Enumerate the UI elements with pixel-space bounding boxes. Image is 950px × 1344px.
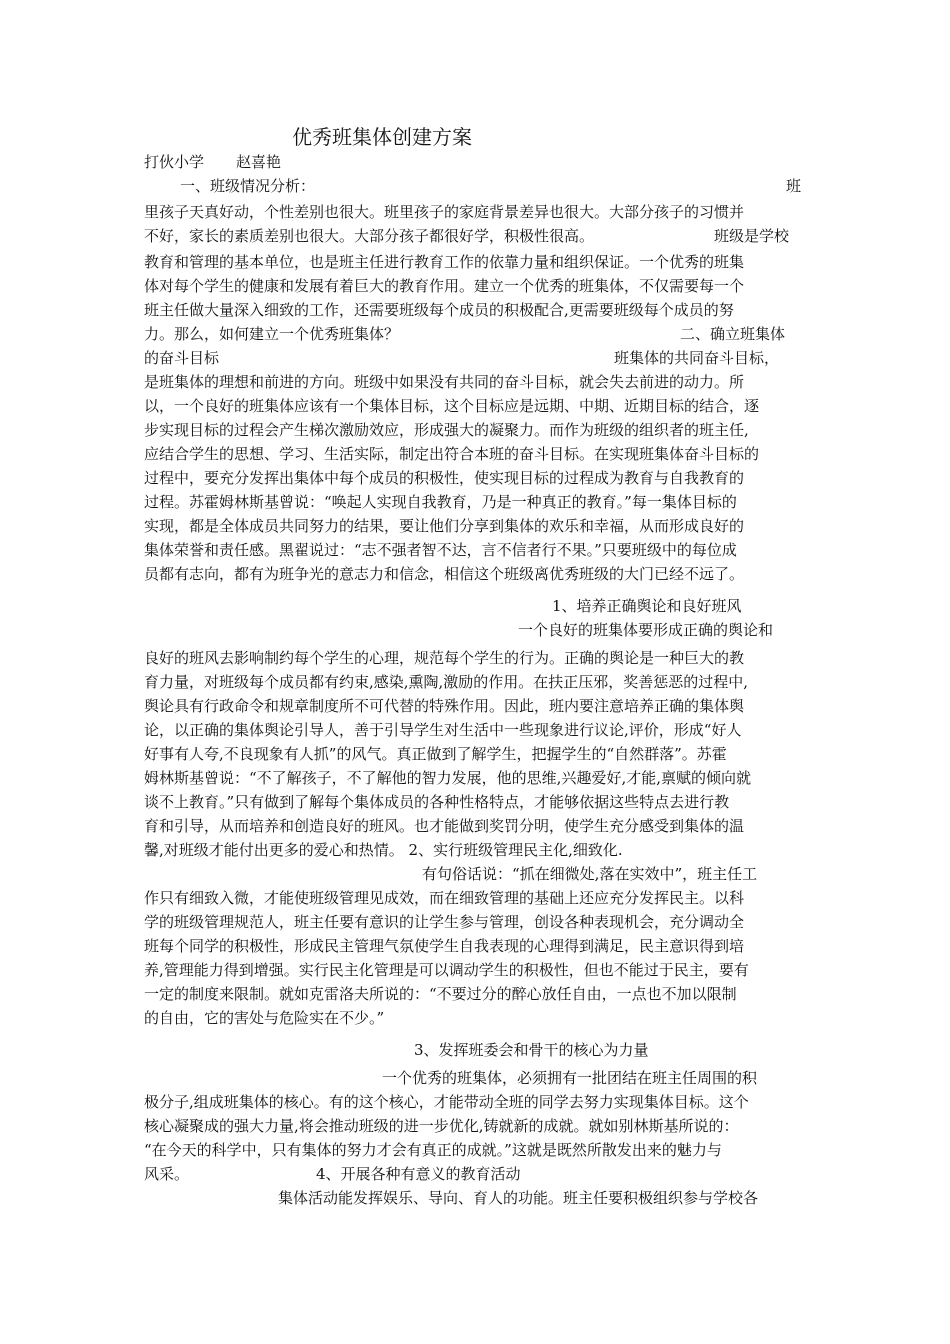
- text-line: 体对每个学生的健康和发展有着巨大的教育作用。建立一个优秀的班集体，不仅需要每一个: [144, 277, 745, 295]
- text-line: 不好，家长的素质差别也很大。大部分孩子都很好学，积极性很高。: [144, 227, 595, 245]
- text-line: 舆论具有行政命令和规章制度所不可代替的特殊作用。因此，班内要注意培养正确的集体舆: [144, 697, 745, 715]
- text-line: 集体活动能发挥娱乐、导向、育人的功能。班主任要积极组织参与学校各: [278, 1189, 759, 1207]
- text-line: 风采。: [144, 1165, 190, 1183]
- school-name: 打伙小学: [144, 153, 205, 171]
- text-line: 1、培养正确舆论和良好班风: [552, 597, 742, 615]
- text-line: 3、发挥班委会和骨干的核心为力量: [414, 1041, 649, 1059]
- author-name: 赵喜艳: [236, 153, 282, 171]
- text-line: 集体荣誉和责任感。黑翟说过：“志不强者智不达，言不信者行不果。”只要班级中的每位成: [144, 541, 737, 559]
- text-line: 养,管理能力得到增强。实行民主化管理是可以调动学生的积极性，但也不能过于民主，要有: [144, 961, 749, 979]
- text-line: 二、确立班集体: [680, 325, 786, 343]
- text-line: 谈不上教育。”只有做到了解每个集体成员的各种性格特点，才能够依据这些特点去进行教: [144, 793, 730, 811]
- text-line: 一个良好的班集体要形成正确的舆论和: [518, 621, 774, 639]
- text-line: 实现，都是全体成员共同努力的结果，要让他们分享到集体的欢乐和幸福，从而形成良好的: [144, 517, 745, 535]
- text-line: 的自由，它的害处与危险实在不少。”: [144, 1009, 385, 1027]
- text-line: 学的班级管理规范人，班主任要有意识的让学生参与管理，创设各种表现机会，充分调动全: [144, 913, 745, 931]
- text-line: 良好的班风去影响制约每个学生的心理，规范每个学生的行为。正确的舆论是一种巨大的教: [144, 649, 745, 667]
- text-line: 育力量，对班级每个成员都有约束,感染,熏陶,激励的作用。在扶正压邪，奖善惩恶的过程中,: [144, 673, 749, 691]
- text-line: 步实现目标的过程会产生梯次激励效应，形成强大的凝聚力。而作为班级的组织者的班主任,: [144, 421, 749, 439]
- document-title: 优秀班集体创建方案: [292, 125, 472, 149]
- text-line: 论，以正确的集体舆论引导人，善于引导学生对生活中一些现象进行议论,评价，形成“好人: [144, 721, 742, 739]
- text-line: 班级是学校: [714, 227, 790, 245]
- text-line: 有句俗话说：“抓在细微处,落在实效中”，班主任工: [422, 865, 758, 883]
- text-line: 好事有人夸,不良现象有人抓”的风气。真正做到了解学生，把握学生的“自然群落”。苏霍: [144, 745, 727, 763]
- text-line: 班: [786, 177, 802, 195]
- text-line: 应结合学生的思想、学习、生活实际，制定出符合本班的奋斗目标。在实现班集体奋斗目标的: [144, 445, 760, 463]
- text-line: 馨,对班级才能付出更多的爱心和热情。 2、实行班级管理民主化,细致化.: [144, 841, 623, 859]
- text-line: 班主任做大量深入细致的工作，还需要班级每个成员的积极配合,更需要班级每个成员的努: [144, 301, 734, 319]
- text-line: 里孩子天真好动，个性差别也很大。班里孩子的家庭背景差异也很大。大部分孩子的习惯并: [144, 203, 745, 221]
- text-line: 一定的制度来限制。就如克雷洛夫所说的：“不要过分的醉心放任自由，一点也不加以限制: [144, 985, 737, 1003]
- text-line: 育和引导，从而培养和创造良好的班风。也才能做到奖罚分明，使学生充分感受到集体的温: [144, 817, 745, 835]
- text-line: 以，一个良好的班集体应该有一个集体目标，这个目标应是远期、中期、近期目标的结合，逐: [144, 397, 760, 415]
- text-line: 作只有细致入微，才能使班级管理见成效，而在细致管理的基础上还应充分发挥民主。以科: [144, 889, 745, 907]
- text-line: 核心凝聚成的强大力量,将会推动班级的进一步优化,铸就新的成就。就如别林斯基所说的：: [144, 1117, 739, 1135]
- text-line: 的奋斗目标: [144, 349, 220, 367]
- text-line: 力。那么，如何建立一个优秀班集体？: [144, 325, 400, 343]
- text-line: 过程。苏霍姆林斯基曾说：“唤起人实现自我教育，乃是一种真正的教育。”每一集体目标的: [144, 493, 737, 511]
- text-line: 极分子,组成班集体的核心。有的这个核心，才能带动全班的同学去努力实现集体目标。这个: [144, 1093, 749, 1111]
- text-line: 是班集体的理想和前进的方向。班级中如果没有共同的奋斗目标，就会失去前进的动力。所: [144, 373, 745, 391]
- text-line: 一、班级情况分析：: [180, 177, 316, 195]
- text-line: 过程中，要充分发挥出集体中每个成员的积极性，使实现目标的过程成为教育与自我教育的: [144, 469, 745, 487]
- byline: [144, 151, 281, 173]
- text-line: “在今天的科学中，只有集体的努力才会有真正的成就。”这就是既然所散发出来的魅力与: [144, 1141, 722, 1159]
- text-line: 一个优秀的班集体，必须拥有一批团结在班主任周围的积: [382, 1069, 758, 1087]
- text-line: 班集体的共同奋斗目标，: [614, 349, 780, 367]
- text-line: 教育和管理的基本单位，也是班主任进行教育工作的依靠力量和组织保证。一个优秀的班集: [144, 253, 745, 271]
- text-line: 班每个同学的积极性，形成民主管理气氛使学生自我表现的心理得到满足，民主意识得到培: [144, 937, 745, 955]
- text-line: 姆林斯基曾说：“不了解孩子，不了解他的智力发展，他的思维,兴趣爱好,才能,禀赋的倾向就: [144, 769, 751, 787]
- text-line: 员都有志向，都有为班争光的意志力和信念，相信这个班级离优秀班级的大门已经不远了。: [144, 565, 745, 583]
- text-line: 4、开展各种有意义的教育活动: [316, 1165, 521, 1183]
